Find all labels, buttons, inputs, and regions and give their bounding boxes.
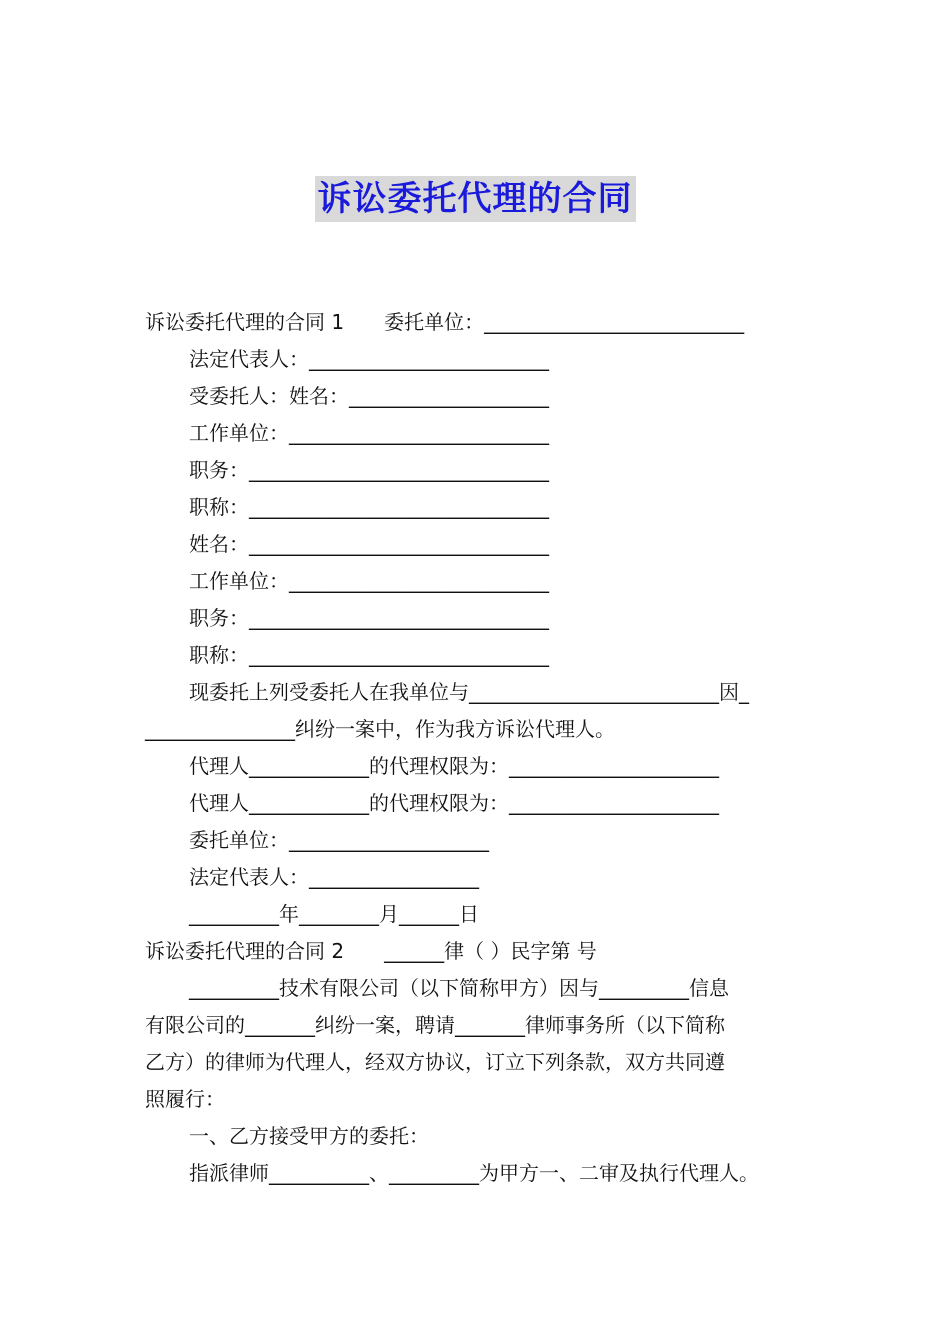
- position-field: 职务：______________________________: [189, 458, 549, 482]
- agent-authority-line-2: 代理人____________的代理权限为：_____________________: [189, 791, 719, 815]
- title-field: 职称：______________________________: [189, 495, 549, 519]
- document-title: 诉讼委托代理的合同: [315, 176, 636, 222]
- title-container: [0, 176, 950, 222]
- entrustment-paragraph-line-1: 现委托上列受委托人在我单位与_________________________因_: [189, 680, 749, 704]
- signature-legal-representative: 法定代表人：_________________: [189, 865, 479, 889]
- entrusting-unit-field: 委托单位：__________________________: [384, 310, 745, 334]
- title-field-2: 职称：______________________________: [189, 643, 549, 667]
- contract-2-header-line: [145, 933, 810, 970]
- case-number-field: ______律（ ）民字第 号: [384, 939, 597, 963]
- signature-date: _________年________月______日: [189, 902, 479, 926]
- contract-2-paragraph-line-1: _________技术有限公司（以下简称甲方）因与_________信息: [189, 976, 729, 1000]
- signature-entrusting-unit: 委托单位：____________________: [189, 828, 489, 852]
- contract-2-paragraph-line-3: 乙方）的律师为代理人，经双方协议，订立下列条款，双方共同遵: [145, 1050, 725, 1074]
- contract-2-paragraph-line-4: 照履行：: [145, 1087, 225, 1111]
- work-unit-field-2: 工作单位：__________________________: [189, 569, 549, 593]
- agent-authority-line-1: 代理人____________的代理权限为：_____________________: [189, 754, 719, 778]
- legal-representative-field: 法定代表人：________________________: [189, 347, 549, 371]
- clause-1-lawyers-line: 指派律师__________、_________为甲方一、二审及执行代理人。: [189, 1161, 759, 1185]
- contract-1-heading: 诉讼委托代理的合同 1: [145, 310, 345, 334]
- entrustee-name-field: 受委托人：姓名：____________________: [189, 384, 549, 408]
- document-body: [145, 304, 810, 1192]
- work-unit-field: 工作单位：__________________________: [189, 421, 549, 445]
- contract-1-header-line: [145, 304, 810, 341]
- position-field-2: 职务：______________________________: [189, 606, 549, 630]
- contract-2-heading: 诉讼委托代理的合同 2: [145, 939, 345, 963]
- contract-2-paragraph-line-2: 有限公司的_______纠纷一案，聘请_______律师事务所（以下简称: [145, 1013, 725, 1037]
- name-field: 姓名：______________________________: [189, 532, 549, 556]
- clause-1-heading: 一、乙方接受甲方的委托：: [189, 1124, 429, 1148]
- entrustment-paragraph-line-2: _______________纠纷一案中，作为我方诉讼代理人。: [145, 717, 615, 741]
